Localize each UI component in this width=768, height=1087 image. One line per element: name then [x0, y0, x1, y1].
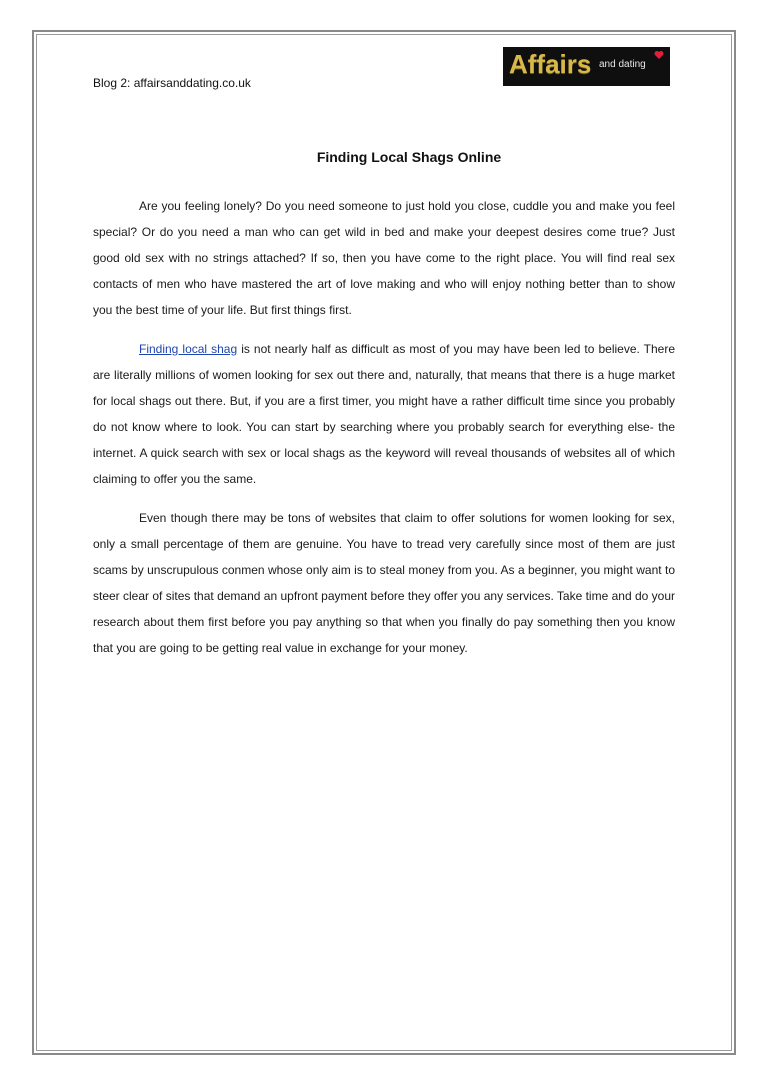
paragraph-3-text: Even though there may be tons of websites that claim to offer solutions for women looking for sex, only a small percentage of them are genuine. You have to tread very carefully since most of them are just scams by unscrupulous conmen whose only aim is to steal money from you. As a beginner, you might want to steer clear of sites that demand an upfront payment before they offer you any services. Take time and do your research about them first before you pay anything so that when you finally do pay something then you know that you are going to be getting real value in exchange for your money.: [93, 511, 675, 655]
blog-header-label: Blog 2: affairsanddating.co.uk: [93, 76, 251, 90]
heart-icon: [654, 50, 664, 60]
paragraph-2: [93, 336, 675, 492]
affairs-and-dating-logo[interactable]: [503, 47, 670, 86]
document-body: [93, 193, 675, 674]
finding-local-shag-link[interactable]: Finding local shag: [139, 342, 238, 356]
logo-main-text: Affairs: [509, 49, 592, 79]
paragraph-1: [93, 193, 675, 323]
document-title: Finding Local Shags Online: [316, 149, 502, 165]
paragraph-2-text: is not nearly half as difficult as most of you may have been led to believe. There are literally millions of women looking for sex out there and, naturally, that means that there is a huge market for local shags out there. But, if you are a first timer, you might have a rather difficult time since you probably do not know where to look. You can start by searching where you probably search for everything else- the internet. A quick search with sex or local shags as the keyword will reveal thousands of websites all of which claiming to offer you the same.: [93, 342, 676, 486]
logo-sub-text: and dating: [599, 59, 646, 70]
paragraph-3: [93, 505, 675, 661]
paragraph-1-text: Are you feeling lonely? Do you need someone to just hold you close, cuddle you and make you feel special? Or do you need a man who can get wild in bed and make your deepest desires come true? Just good old sex with no strings attached? If so, then you have come to the right place. You will find real sex contacts of men who have mastered the art of love making and who will enjoy nothing better than to show you the best time of your life. But first things first.: [93, 199, 675, 317]
